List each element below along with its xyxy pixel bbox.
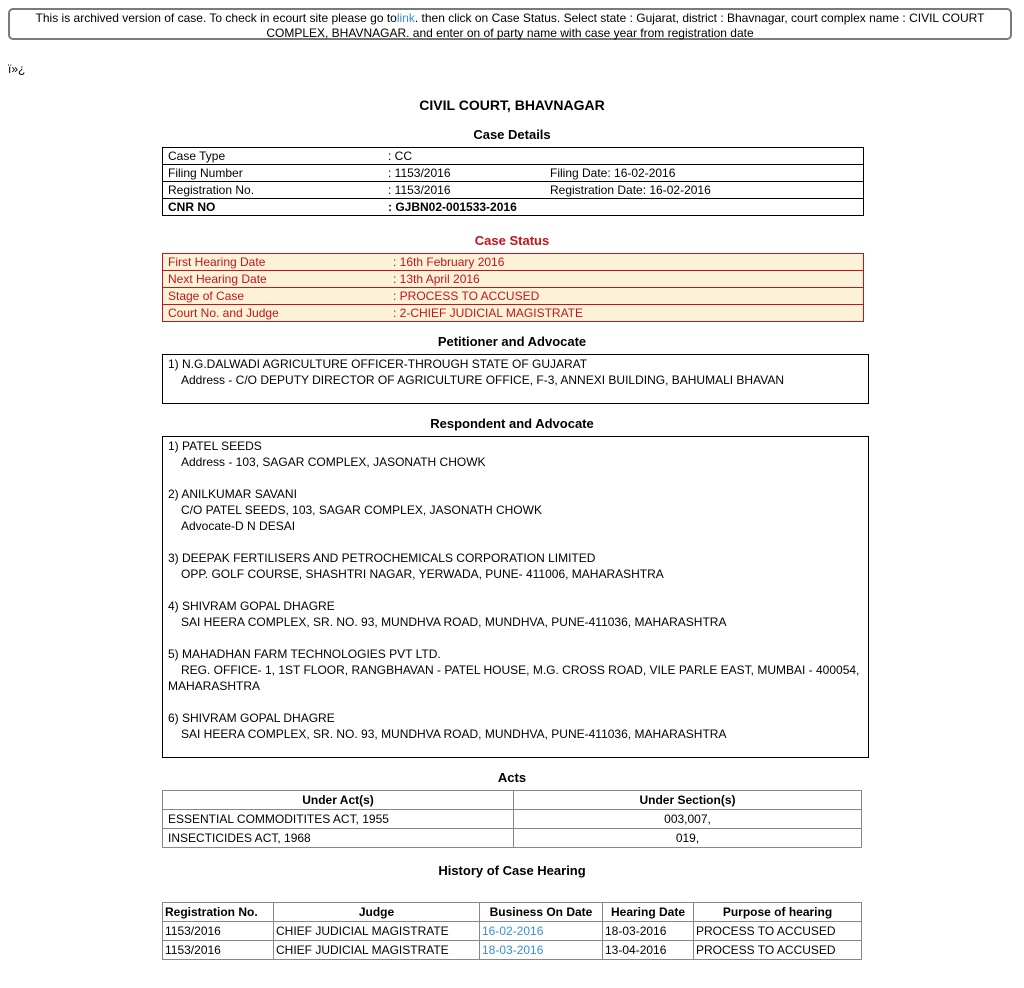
col-purpose: Purpose of hearing [694,903,862,922]
first-hearing-value: : 16th February 2016 [393,255,505,269]
registration-no-label: Registration No. [163,182,384,199]
respondent-entry [168,710,863,742]
col-under-sections: Under Section(s) [514,791,862,810]
history-reg: 1153/2016 [163,941,274,960]
act-name: ESSENTIAL COMMODITITES ACT, 1955 [163,810,514,829]
history-row [163,941,862,960]
respondent-entry [168,486,863,534]
case-details-row [163,182,864,199]
respondent-name: 5) MAHADHAN FARM TECHNOLOGIES PVT LTD. [168,647,441,661]
respondent-address: C/O PATEL SEEDS, 103, SAGAR COMPLEX, JASONATH CHOWK [181,503,542,517]
case-details-table [162,147,864,216]
col-judge: Judge [274,903,480,922]
act-section: 019, [514,829,862,848]
history-hearing: 18-03-2016 [603,922,694,941]
court-judge-label: Court No. and Judge [163,305,389,322]
filing-number-value: : 1153/2016 [383,165,545,182]
case-status-row [163,271,864,288]
respondent-name: 1) PATEL SEEDS [168,439,262,453]
respondent-heading: Respondent and Advocate [430,416,594,431]
col-under-acts: Under Act(s) [163,791,514,810]
petitioner-box [162,354,869,404]
history-purpose: PROCESS TO ACCUSED [694,922,862,941]
history-purpose: PROCESS TO ACCUSED [694,941,862,960]
stage-value: : PROCESS TO ACCUSED [388,288,864,305]
respondent-entry [168,550,863,582]
history-business-cell [480,922,603,941]
petitioner-address: Address - C/O DEPUTY DIRECTOR OF AGRICULTURE OFFICE, F-3, ANNEXI BUILDING, BAHUMALI BHAVAN [181,373,784,387]
history-header-row [163,903,862,922]
next-hearing-value: : 13th April 2016 [388,271,864,288]
respondent-entry [168,438,863,470]
petitioner-heading: Petitioner and Advocate [437,334,587,349]
filing-date: Filing Date: 16-02-2016 [545,165,864,182]
respondent-advocate: Advocate-D N DESAI [181,519,296,533]
respondent-entry [168,598,863,630]
cnr-label: CNR NO [163,199,384,216]
acts-row [163,810,862,829]
case-status-row [163,288,864,305]
respondent-entry [168,646,863,694]
case-details-row [163,148,864,165]
stage-label: Stage of Case [163,288,389,305]
notice-text-after: . then click on Case Status. Select state : Gujarat, district : Bhavnagar, court complex name : CIVIL COURT COMPLEX, BHAVNAGAR. and enter on of party name with case year from registration date [266,11,985,40]
history-row [163,922,862,941]
history-hearing: 13-04-2016 [603,941,694,960]
first-hearing-label: First Hearing Date [168,255,266,269]
case-status-row [163,305,864,322]
acts-table [162,790,862,848]
respondent-address: REG. OFFICE- 1, 1ST FLOOR, RANGBHAVAN - PATEL HOUSE, M.G. CROSS ROAD, VILE PARLE EAST, MUMBAI - 400054, MAHARASHTRA [168,663,860,693]
petitioner-name: 1) N.G.DALWADI AGRICULTURE OFFICER-THROUGH STATE OF GUJARAT [168,357,588,371]
acts-header-row [163,791,862,810]
case-details-heading: Case Details [473,127,551,142]
stray-bom-text: ï»¿ [8,62,26,76]
act-section: 003,007, [514,810,862,829]
ecourt-link[interactable]: link [396,11,415,25]
case-status-heading: Case Status [474,233,550,248]
acts-row [163,829,862,848]
history-heading: History of Case Hearing [438,863,586,878]
history-table [162,902,862,960]
history-judge: CHIEF JUDICIAL MAGISTRATE [274,922,480,941]
court-title: CIVIL COURT, BHAVNAGAR [419,97,605,113]
respondent-address: SAI HEERA COMPLEX, SR. NO. 93, MUNDHVA ROAD, MUNDHVA, PUNE-411036, MAHARASHTRA [181,727,727,741]
acts-heading: Acts [497,770,527,785]
respondent-name: 6) SHIVRAM GOPAL DHAGRE [168,711,335,725]
case-details-row [163,199,864,216]
respondent-name: 2) ANILKUMAR SAVANI [168,487,297,501]
case-status-table [162,253,864,322]
respondent-box [162,436,869,758]
col-hearing-date: Hearing Date [603,903,694,922]
registration-date: Registration Date: 16-02-2016 [545,182,864,199]
next-hearing-label: Next Hearing Date [163,271,389,288]
respondent-address: SAI HEERA COMPLEX, SR. NO. 93, MUNDHVA ROAD, MUNDHVA, PUNE-411036, MAHARASHTRA [181,615,727,629]
case-type-label: Case Type [168,149,226,163]
case-details-row [163,165,864,182]
registration-no-value: : 1153/2016 [383,182,545,199]
respondent-address: Address - 103, SAGAR COMPLEX, JASONATH CHOWK [181,455,486,469]
respondent-name: 3) DEEPAK FERTILISERS AND PETROCHEMICALS CORPORATION LIMITED [168,551,596,565]
court-judge-value: : 2-CHIEF JUDICIAL MAGISTRATE [388,305,864,322]
history-business-cell [480,941,603,960]
cnr-value: : GJBN02-001533-2016 [383,199,864,216]
business-date-link[interactable]: 16-02-2016 [482,924,544,938]
case-type-extra [545,148,864,165]
case-type-value: : CC [388,149,412,163]
case-status-row [163,254,864,271]
col-registration-no: Registration No. [163,903,274,922]
history-judge: CHIEF JUDICIAL MAGISTRATE [274,941,480,960]
filing-number-label: Filing Number [163,165,384,182]
petitioner-entry [168,356,863,388]
act-name: INSECTICIDES ACT, 1968 [163,829,514,848]
col-business-on-date: Business On Date [480,903,603,922]
respondent-address: OPP. GOLF COURSE, SHASHTRI NAGAR, YERWADA, PUNE- 411006, MAHARASHTRA [181,567,664,581]
respondent-name: 4) SHIVRAM GOPAL DHAGRE [168,599,335,613]
archive-notice [8,8,1012,40]
notice-text-before: This is archived version of case. To check in ecourt site please go to [35,11,397,25]
history-reg: 1153/2016 [163,922,274,941]
business-date-link[interactable]: 18-03-2016 [482,943,544,957]
